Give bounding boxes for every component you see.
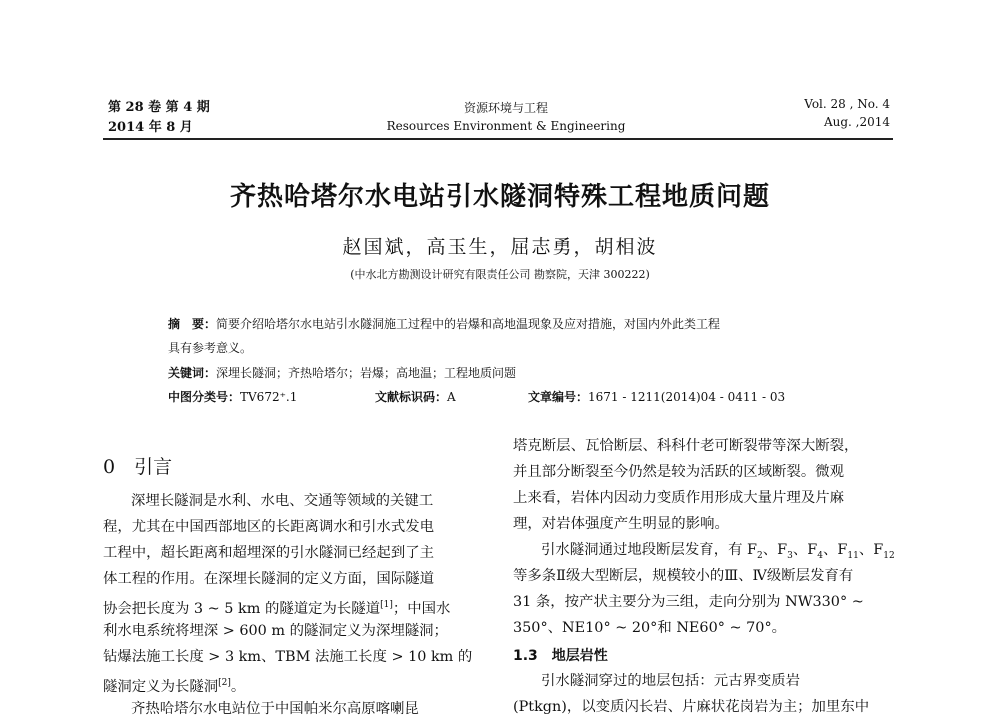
left-line-1: 深埋长隧洞是水利、水电、交通等领域的关键工 xyxy=(131,493,434,509)
abstract-label: 摘 要： xyxy=(168,317,217,331)
doc-code-label: 文献标识码： xyxy=(375,390,448,404)
right-line-6: 等多条Ⅱ级大型断层，规模较小的Ⅲ、Ⅳ级断层发育有 xyxy=(513,568,854,584)
article-number-line xyxy=(528,388,785,406)
left-line-5-text: 协会把长度为 3 ~ 5 km 的隧道定为长隧道 xyxy=(103,600,381,617)
fault-sub-3: 3 xyxy=(787,550,793,561)
date-cn: 2014 年 8 月 xyxy=(108,120,193,135)
right-line-3: 上来看，岩体内因动力变质作用形成大量片理及片麻 xyxy=(513,490,844,506)
citation-ref-1[interactable]: [1] xyxy=(380,600,393,610)
clc-label: 中图分类号： xyxy=(168,390,241,404)
right-line-7: 31 条，按产状主要分为三组，走向分别为 NW330° ~ xyxy=(513,594,864,610)
right-line-10: (Ptkgn)，以变质闪长岩、片麻状花岗岩为主；加里东中 xyxy=(513,699,870,715)
fault-intro: 引水隧洞通过地段断层发育，有 F xyxy=(541,542,758,558)
fault-sub-11: 11 xyxy=(847,550,859,561)
left-line-8-text: 隧洞定义为长隧洞 xyxy=(103,678,219,695)
fault-sub-2: 2 xyxy=(757,550,763,561)
right-line-9: 引水隧洞穿过的地层包括：元古界变质岩 xyxy=(541,673,801,689)
right-line-4: 理，对岩体强度产生明显的影响。 xyxy=(513,516,729,532)
left-line-2: 程，尤其在中国西部地区的长距离调水和引水式发电 xyxy=(103,519,434,535)
fault-sub-12: 12 xyxy=(883,550,895,561)
header-rule xyxy=(103,138,893,140)
subsection-title-strata: 1.3 地层岩性 xyxy=(513,648,608,664)
keywords-label: 关键词： xyxy=(168,366,217,380)
clc-line xyxy=(168,388,297,406)
volume-issue-cn: 第 28 卷 第 4 期 xyxy=(108,100,210,115)
article-number-label: 文章编号： xyxy=(528,390,589,404)
right-line-1: 塔克断层、瓦恰断层、科科什老可断裂带等深大断裂， xyxy=(513,438,859,454)
article-title: 齐热哈塔尔水电站引水隧洞特殊工程地质问题 xyxy=(229,182,770,212)
date-en: Aug. ,2014 xyxy=(823,115,890,129)
abstract-line-2: 具有参考意义。 xyxy=(168,341,253,355)
clc-value: TV672⁺.1 xyxy=(240,390,298,404)
right-line-2: 并且部分断裂至今仍然是较为活跃的区域断裂。微观 xyxy=(513,464,844,480)
abstract-line-1 xyxy=(168,315,720,333)
right-line-5: 引水隧洞通过地段断层发育，有 $F_2$、$F_3$、$F_4$、$F_{11}$、$F_{12}$ xyxy=(541,542,895,561)
volume-issue-en: Vol. 28 , No. 4 xyxy=(804,97,890,111)
left-line-4: 体工程的作用。在深埋长隧洞的定义方面，国际隧道 xyxy=(103,571,434,587)
journal-name-cn: 资源环境与工程 xyxy=(463,101,548,115)
article-number-value: 1671 - 1211(2014)04 - 0411 - 03 xyxy=(588,390,786,404)
keywords-line xyxy=(168,364,516,382)
left-line-5-tail: ；中国水 xyxy=(392,600,451,617)
journal-name-en: Resources Environment & Engineering xyxy=(386,119,626,133)
right-line-8: 350°、NE10° ~ 20°和 NE60° ~ 70°。 xyxy=(513,620,787,636)
section-title-introduction: 0 引言 xyxy=(103,456,173,478)
doc-code-line xyxy=(375,388,456,406)
left-line-9: 齐热哈塔尔水电站位于中国帕米尔高原喀喇昆 xyxy=(131,701,419,717)
article-authors: 赵国斌，高玉生，屈志勇，胡相波 xyxy=(342,236,658,258)
left-line-3: 工程中，超长距离和超埋深的引水隧洞已经起到了主 xyxy=(103,545,434,561)
fault-sub-4: 4 xyxy=(817,550,824,561)
doc-code-value: A xyxy=(447,390,456,404)
left-line-8-tail: 。 xyxy=(230,678,246,695)
citation-ref-2[interactable]: [2] xyxy=(218,678,231,688)
abstract-text-1: 简要介绍哈塔尔水电站引水隧洞施工过程中的岩爆和高地温现象及应对措施，对国内外此类工程 xyxy=(216,317,721,331)
keywords-text: 深埋长隧洞；齐热哈塔尔；岩爆；高地温；工程地质问题 xyxy=(216,366,517,380)
left-line-7: 钻爆法施工长度 > 3 km、TBM 法施工长度 > 10 km 的 xyxy=(103,649,473,665)
left-line-6: 利水电系统将埋深 > 600 m 的隧洞定义为深埋隧洞； xyxy=(103,623,448,639)
article-affiliation: (中水北方勘测设计研究有限责任公司 勘察院，天津 300222) xyxy=(350,268,650,281)
